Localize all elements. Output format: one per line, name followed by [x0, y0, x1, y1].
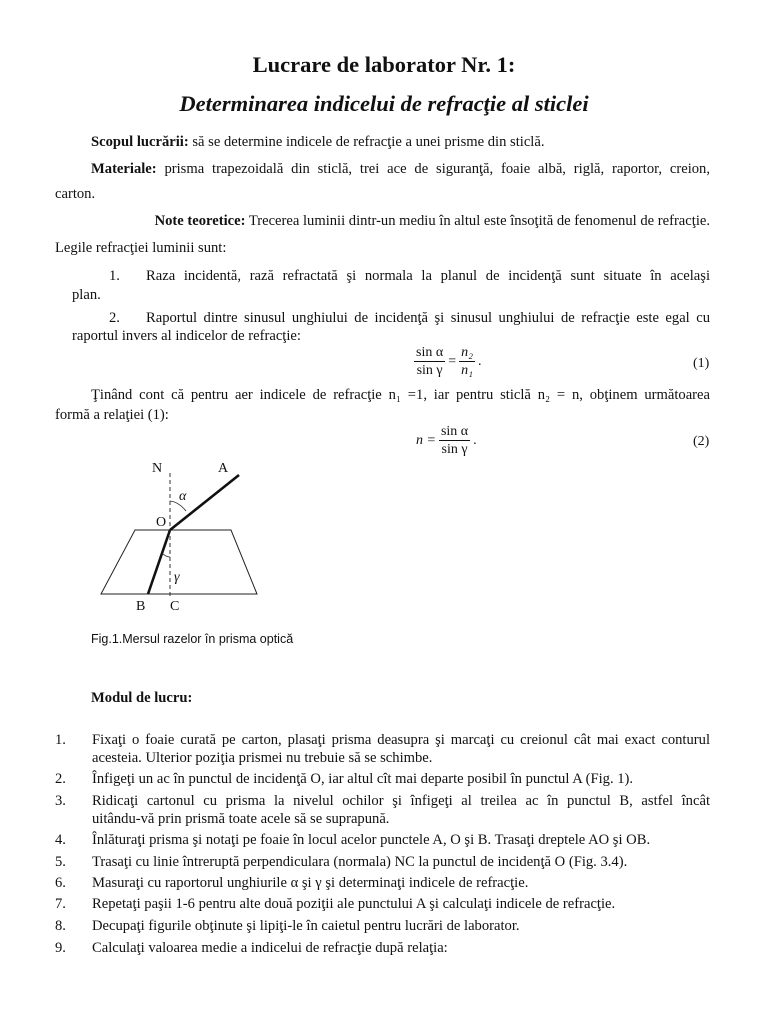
materials-line-2: carton.	[55, 186, 96, 202]
theory-text: Trecerea luminii dintr-un mediu în altul este însoţită de fenomenul de refracţie.	[245, 213, 710, 229]
step-1	[55, 731, 715, 767]
equation-2-tag: (2)	[693, 434, 710, 449]
label-alpha: α	[179, 489, 187, 504]
step-text: acesteia. Ulterior poziţia prismei nu trebuie să se schimbe.	[92, 750, 433, 766]
step-text: Înlăturaţi prisma şi notaţi pe foaie în locul acelor punctele A, O şi B. Trasaţi dreptele AO şi OB.	[92, 832, 651, 848]
step-text: Înfigeţi un ac în punctul de incidenţă O, iar altul cît mai departe posibil în punctul A (Fig. 1).	[92, 771, 634, 787]
label-gamma: γ	[174, 570, 180, 585]
eq2-fraction	[439, 423, 470, 458]
refracted-ray	[148, 530, 170, 594]
label-A: A	[218, 461, 229, 476]
step-number: 6.	[55, 875, 66, 891]
step-9	[55, 939, 715, 957]
gamma-arc	[162, 553, 170, 557]
step-text: Decupaţi figurile obţinute şi lipiţi-le în caietul pentru lucrări de laborator.	[92, 918, 520, 934]
step-number: 1.	[55, 732, 66, 748]
eq1-rhs-fraction	[459, 344, 475, 379]
equation-2	[416, 423, 477, 458]
label-N: N	[152, 461, 163, 476]
materials-text: prisma trapezoidală din sticlă, trei ace de siguranţă, foaie albă, riglă, raportor, creion,	[156, 161, 710, 177]
eq1-numerator: sin α	[416, 345, 444, 360]
step-text: Masuraţi cu raportorul unghiurile α şi γ şi determinaţi indicele de refracţie.	[92, 875, 529, 891]
law-2-text: Raportul dintre sinusul unghiului de incidenţă şi sinusul unghiului de refracţie este egal cu	[146, 310, 710, 326]
step-number: 9.	[55, 940, 66, 956]
scope-paragraph	[91, 132, 711, 152]
label-C: C	[170, 599, 180, 614]
step-3	[55, 792, 715, 828]
scope-label: Scopul lucrării:	[91, 134, 189, 150]
consider-line-2: formă a relaţiei (1):	[55, 407, 169, 423]
eq1-lhs-fraction	[414, 344, 445, 379]
equation-1-tag: (1)	[693, 356, 710, 371]
eq1-rhs-numerator: n₂	[461, 345, 473, 360]
step-number: 3.	[55, 793, 66, 809]
step-text: Trasaţi cu linie întreruptă perpendiculara (normala) NC la punctul de incidenţă O (Fig. 3.4).	[92, 854, 628, 870]
materials-line-1	[91, 159, 710, 179]
step-text: Repetaţi paşii 1-6 pentru alte două poziţii ale punctului A şi calculaţi indicele de refracţie.	[92, 896, 616, 912]
theory-label: Note teoretice:	[154, 213, 246, 229]
label-B: B	[136, 599, 146, 614]
step-text: Calculaţi valoarea medie a indicelui de refracţie după relaţia:	[92, 940, 448, 956]
step-text: uitându-vă prin prismă toate acele să se suprapună.	[92, 811, 390, 827]
materials-label: Materiale:	[91, 161, 157, 177]
step-6	[55, 874, 715, 892]
step-number: 7.	[55, 896, 66, 912]
document-title: Lucrare de laborator Nr. 1:	[252, 52, 516, 77]
law-2-continuation: raportul invers al indicelor de refracţie:	[72, 328, 301, 344]
eq1-denominator: sin γ	[416, 363, 443, 378]
step-text: Fixaţi o foaie curată pe carton, plasaţi prisma deasupra şi marcaţi cu creionul cât mai exact conturul	[92, 732, 710, 748]
eq2-numerator: sin α	[440, 424, 469, 439]
eq1-equals: =	[448, 353, 457, 369]
theory-line-1	[118, 211, 710, 231]
document-subtitle: Determinarea indicelui de refracţie al sticlei	[179, 91, 589, 116]
law-1-continuation: plan.	[72, 287, 101, 303]
eq2-period: .	[473, 432, 477, 448]
theory-line-2: Legile refracţiei luminii sunt:	[55, 240, 227, 256]
eq2-denominator: sin γ	[441, 442, 468, 457]
law-1-text: Raza incidentă, rază refractată şi normala la planul de incidenţă sunt situate în acelaşi	[146, 268, 710, 284]
step-number: 2.	[55, 771, 66, 787]
consider-line-1: Ţinând cont că pentru aer indicele de refracţie n₁ =1, iar pentru sticlă n₂ = n, obţinem următoarea	[91, 387, 710, 403]
prism-ray-diagram	[95, 455, 315, 620]
scope-text: să se determine indicele de refracţie a unei prisme din sticlă.	[188, 134, 545, 150]
step-number: 8.	[55, 918, 66, 934]
step-2	[55, 770, 715, 788]
law-1-number: 1.	[109, 268, 120, 284]
step-8	[55, 917, 715, 935]
label-O: O	[156, 515, 167, 530]
equation-1	[414, 344, 481, 379]
step-5	[55, 853, 715, 871]
eq1-period: .	[477, 353, 482, 369]
eq2-lhs: n =	[416, 432, 436, 448]
law-2-number: 2.	[109, 310, 120, 326]
eq1-rhs-denominator: n₁	[461, 363, 473, 378]
method-title: Modul de lucru:	[91, 690, 193, 706]
figure-caption: Fig.1.Mersul razelor în prisma optică	[91, 632, 294, 646]
step-7	[55, 895, 715, 913]
step-number: 5.	[55, 854, 66, 870]
step-4	[55, 831, 715, 849]
step-text: Ridicaţi cartonul cu prisma la nivelul ochilor şi înfigeţi al treilea ac în punctul B, astfel încât	[92, 793, 710, 809]
step-number: 4.	[55, 832, 66, 848]
